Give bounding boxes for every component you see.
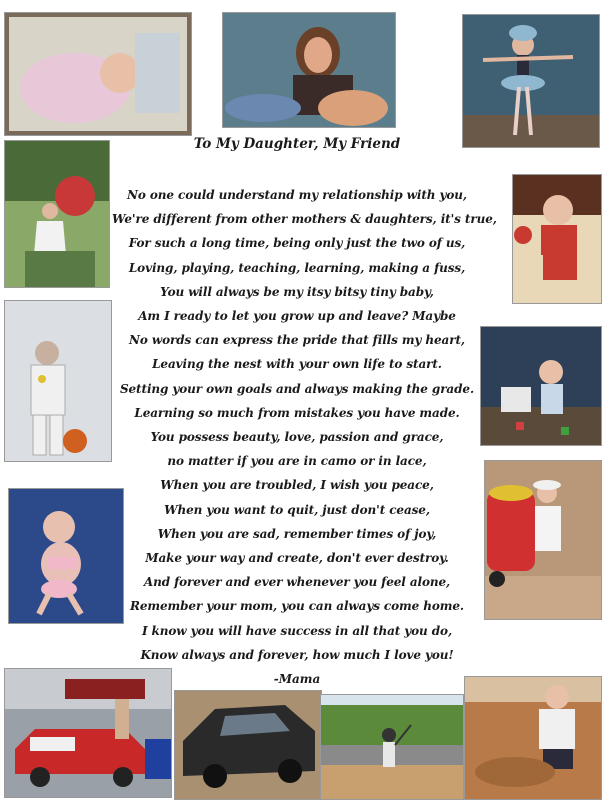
poem-line: Leaving the nest with your own life to start. (152, 357, 442, 372)
photo-infant-blue-chair (8, 488, 124, 624)
poem-line: When you are sad, remember times of joy, (157, 526, 437, 541)
photo-halloween-astronaut (4, 300, 112, 462)
poem-line: No words can express the pride that fills my heart, (129, 333, 465, 348)
poem-line: Learning so much from mistakes you have made. (134, 405, 460, 420)
photo-ballerina-costume (462, 14, 600, 148)
poem-line: You will always be my itsy bitsy tiny baby, (160, 284, 434, 299)
poem-line: Loving, playing, teaching, learning, making a fuss, (128, 260, 466, 275)
poem-line: And forever and ever whenever you feel alone, (143, 575, 451, 590)
poem-line: No one could understand my relationship with you, (127, 188, 467, 202)
poem-line: Make your way and create, don't ever destroy. (145, 551, 449, 566)
poem-line: For such a long time, being only just the two of us, (128, 236, 466, 251)
poem-line: I know you will have success in all that you do, (141, 623, 453, 638)
poem-line: no matter if you are in camo or in lace, (167, 454, 427, 469)
poem-line: When you want to quit, just don't cease, (164, 502, 430, 517)
photo-toddler-red-car (484, 460, 602, 620)
poem-title: To My Daughter, My Friend (193, 136, 401, 152)
poem-signature: -Mama (273, 672, 321, 687)
poem-block (112, 128, 497, 691)
photo-baby-toy-blocks (480, 326, 602, 446)
poem-line: When you are troubled, I wish you peace, (160, 478, 434, 493)
poem-lines (112, 183, 497, 667)
poem-line: Remember your mom, you can always come home. (130, 599, 464, 614)
photo-softball-batter (320, 694, 464, 800)
photo-baby-red-outfit (512, 174, 602, 304)
photo-wrecked-car (174, 690, 322, 800)
photo-baby-sleeping-quilt (4, 12, 192, 136)
photo-softball-catcher (464, 676, 602, 800)
photo-teen-portrait (222, 12, 396, 128)
poem-line: You possess beauty, love, passion and grace, (150, 430, 444, 445)
poem-line: We're different from other mothers & daughters, it's true, (112, 212, 497, 227)
poem-line: Know always and forever, how much I love you! (140, 647, 454, 662)
poem-line: Am I ready to let you grow up and leave? Maybe (138, 309, 456, 324)
poem-line: Setting your own goals and always making the grade. (119, 381, 475, 396)
photo-toddler-garden-white-dress (4, 140, 110, 288)
